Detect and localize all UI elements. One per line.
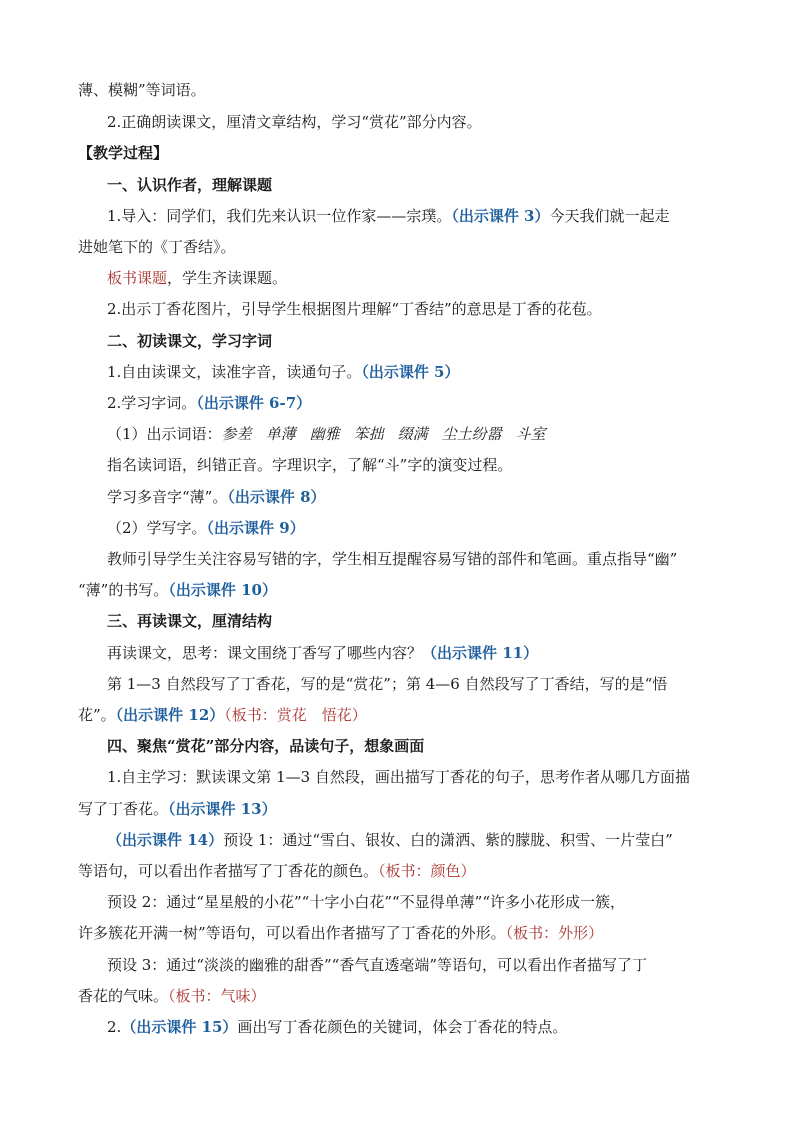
section-heading-2 [107,331,272,351]
paragraph-line [78,861,476,881]
paragraph-line [107,518,305,538]
courseware-ref: （出示课件 5） [361,363,460,381]
paragraph-line [107,268,287,288]
text: 指名读词语，纠错正音。字理识字，了解“斗”字的演变过程。 [107,456,513,474]
objective-2 [107,112,482,132]
paragraph-line [107,643,538,663]
text: 香花的气味。 [78,987,169,1005]
vocab-word: 斗室 [515,425,546,443]
text: 1.导入：同学们，我们先来认识一位作家——宗璞。 [107,207,452,225]
text: 教师引导学生关注容易写错的字，学生相互提醒容易写错的部件和笔画。重点指导“幽” [107,550,678,568]
courseware-ref: （出示课件 8） [227,488,326,506]
text: （1）出示词语： [107,425,222,443]
vocab-word: 参差 [221,425,252,443]
vocab-word: 单薄 [265,425,296,443]
heading-text: 二、初读课文，学习字词 [107,332,273,350]
courseware-ref: （出示课件 3） [451,207,550,225]
courseware-ref: （出示课件 12） [115,706,225,724]
paragraph-line [107,487,326,507]
paragraph-line [78,237,236,257]
text: 1.自主学习：默读课文第 1—3 自然段，画出描写丁香花的句子，思考作者从哪几方面描 [107,768,690,786]
section-heading-4 [107,736,424,756]
text: 2.学习字词。 [107,394,197,412]
text: 写了丁香花。 [78,800,169,818]
board-note: （板书：赏花 悟花） [224,706,367,724]
courseware-ref: （出示课件 10） [168,581,277,599]
text: 许多簇花开满一树”等语句，可以看出作者描写了丁香花的外形。 [78,924,506,942]
text: 画出写丁香花颜色的关键词，体会丁香花的特点。 [237,1018,568,1036]
heading-text: 【教学过程】 [78,144,169,162]
paragraph-line [107,206,670,226]
paragraph-line [107,455,512,475]
board-note: （板书：气味） [168,987,266,1005]
vocab-word: 缀满 [397,425,428,443]
paragraph-line [107,1017,567,1037]
paragraph-line [78,799,277,819]
heading-text: 一、认识作者，理解课题 [107,176,273,194]
text: 等语句，可以看出作者描写了丁香花的颜色。 [78,862,379,880]
text: 预设 2：通过“星星般的小花”“十字小白花”“不显得单薄”“许多小花形成一簇， [107,893,625,911]
paragraph-line [78,705,367,725]
paragraph-line [107,892,625,912]
vocab-word: 幽雅 [309,425,340,443]
text: 再读课文，思考：课文围绕丁香写了哪些内容？ [107,644,423,662]
text: 2. [107,1018,122,1036]
text: 进她笔下的《丁香结》。 [78,238,236,256]
heading-text: 四、聚焦“赏花”部分内容，品读句子，想象画面 [107,737,425,755]
board-note: 板书课题 [107,269,168,287]
text: 薄、模糊”等词语。 [78,81,206,99]
text: 预设 3：通过“淡淡的幽雅的甜香”“香气直透毫端”等语句，可以看出作者描写了丁 [107,956,647,974]
text: “薄”的书写。 [78,581,169,599]
text: 2.出示丁香花图片，引导学生根据图片理解“丁香结”的意思是丁香的花苞。 [107,300,602,318]
courseware-ref: （出示课件 9） [206,519,305,537]
courseware-ref: （出示课件 11） [422,644,539,662]
vocab-word: 笨拙 [353,425,384,443]
courseware-ref: （出示课件 13） [168,800,277,818]
section-heading-3 [107,611,272,631]
text: 第 1—3 自然段写了丁香花，写的是“赏花”；第 4—6 自然段写了丁香结，写的是“悟 [107,675,668,693]
paragraph-line [107,955,647,975]
heading-text: 三、再读课文，厘清结构 [107,612,273,630]
vocabulary-line [107,424,546,444]
section-heading-teaching-process [78,143,168,163]
courseware-ref: （出示课件 6-7） [196,394,312,412]
paragraph-line [107,299,602,319]
text: （2）学写字。 [107,519,207,537]
section-heading-1 [107,175,272,195]
paragraph-line [107,767,690,787]
text: 1.自由读课文，读准字音，读通句子。 [107,363,362,381]
text: 2.正确朗读课文，厘清文章结构，学习“赏花”部分内容。 [107,113,482,131]
courseware-ref: （出示课件 14） [107,831,224,849]
text: ，学生齐读课题。 [167,269,288,287]
paragraph-line [107,830,673,850]
courseware-ref: （出示课件 15） [121,1018,238,1036]
text: 今天我们就一起走 [549,207,670,225]
text: 学习多音字“薄”。 [107,488,228,506]
text: 花”。 [78,706,116,724]
text: 预设 1：通过“雪白、银妆、白的潇洒、紫的朦胧、积雪、一片莹白” [223,831,673,849]
paragraph-line [107,362,460,382]
paragraph-line [107,674,667,694]
vocab-word: 尘土纷嚣 [441,425,502,443]
paragraph-line [78,986,266,1006]
paragraph-line [78,80,206,100]
paragraph-line [107,549,677,569]
board-note: （板书：颜色） [378,862,476,880]
board-note: （板书：外形） [505,924,604,942]
paragraph-line [78,923,603,943]
paragraph-line [107,393,311,413]
paragraph-line [78,580,277,600]
